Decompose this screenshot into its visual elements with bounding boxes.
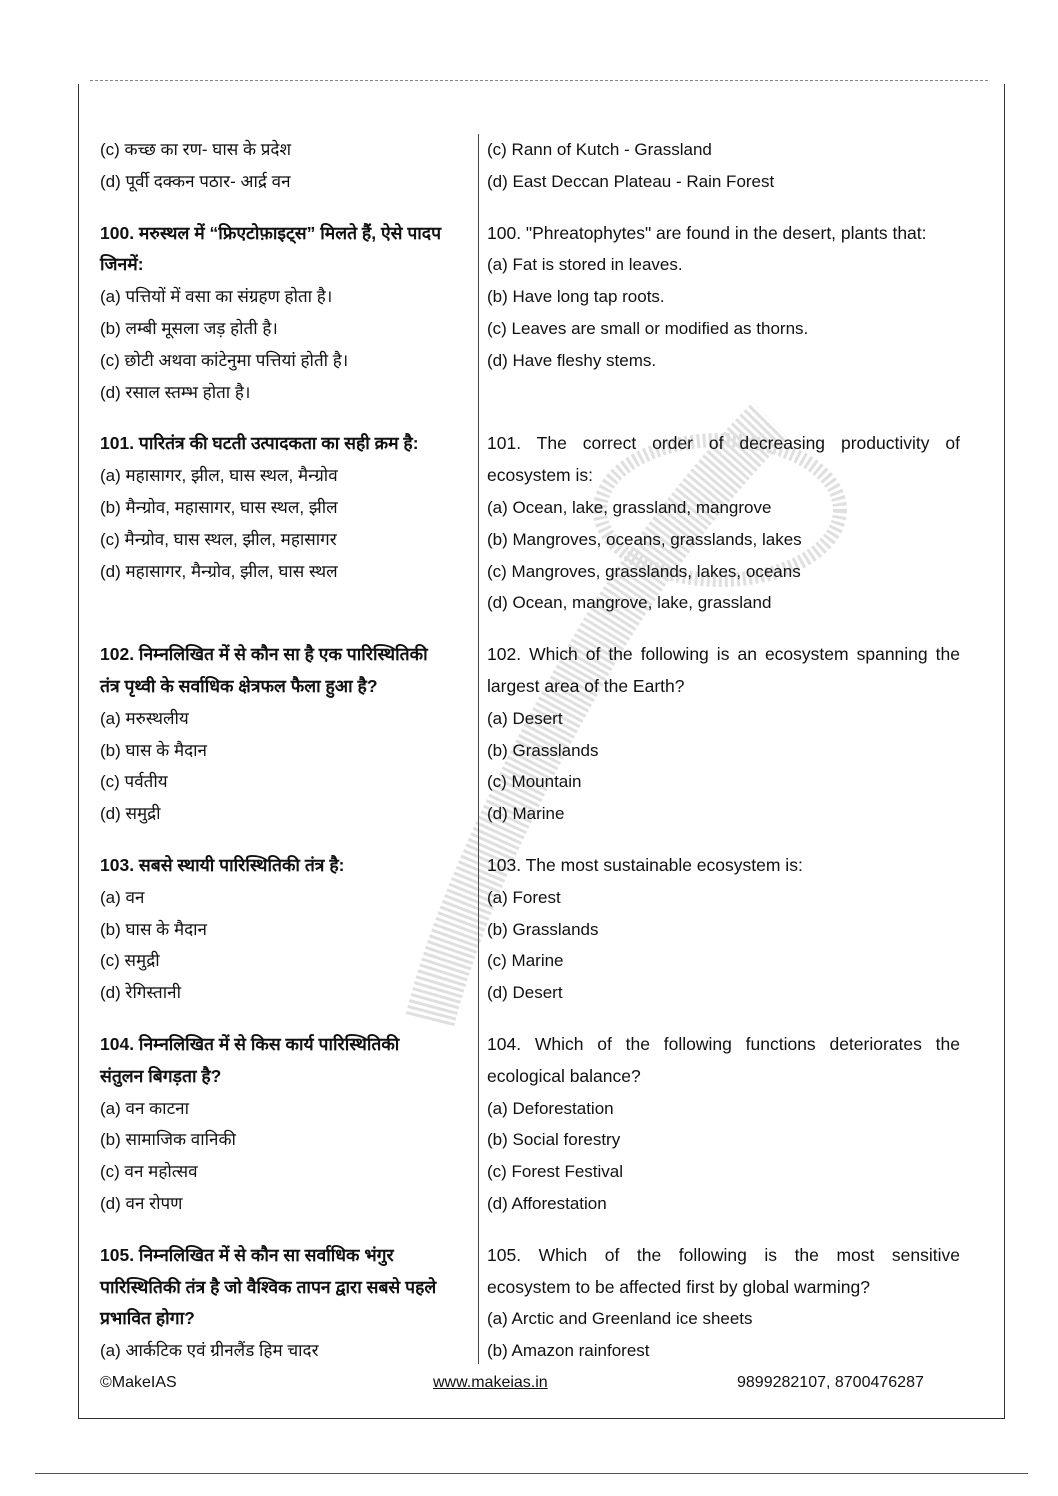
- option-text: (c) Leaves are small or modified as thorns.: [487, 318, 809, 338]
- option-text: (c) Marine: [487, 951, 564, 971]
- option-text: (c) समुद्री: [100, 951, 160, 971]
- option-text: (d) Have fleshy stems.: [487, 350, 657, 370]
- top-rule: [90, 80, 988, 81]
- option-text: (c) Mangroves, grasslands, lakes, oceans: [487, 561, 801, 581]
- option-text: (b) Amazon rainforest: [487, 1341, 650, 1361]
- question-right-column: [487, 428, 980, 619]
- question-text: पारिस्थितिकी तंत्र है जो वैश्विक तापन द्वारा सबसे पहले: [100, 1276, 437, 1297]
- question-text: 102. Which of the following is an ecosystem spanning the: [487, 644, 960, 665]
- option-text: (a) महासागर, झील, घास स्थल, मैन्ग्रोव: [100, 466, 338, 486]
- question-text: 101. The correct order of decreasing productivity of: [487, 433, 960, 454]
- question-left-column: [100, 639, 487, 830]
- footer-phones: 9899282107, 8700476287: [737, 1374, 924, 1391]
- option-text: (a) Desert: [487, 708, 563, 728]
- question-text: 102. निम्नलिखित में से कौन सा है एक पारिस्थितिकी: [100, 644, 428, 665]
- option-text: (b) Have long tap roots.: [487, 287, 665, 307]
- option-text: (c) Forest Festival: [487, 1162, 624, 1182]
- question-left-column: [100, 428, 487, 619]
- question-text: ecological balance?: [487, 1065, 641, 1086]
- option-text: (b) सामाजिक वानिकी: [100, 1130, 236, 1150]
- option-text: (b) लम्बी मूसला जड़ होती है।: [100, 318, 278, 338]
- option-text: (d) समुद्री: [100, 804, 161, 824]
- question-right-column: [487, 134, 980, 198]
- question-text: largest area of the Earth?: [487, 675, 685, 696]
- option-text: (a) वन: [100, 887, 145, 907]
- option-text: (c) वन महोत्सव: [100, 1162, 198, 1182]
- option-text: (a) Arctic and Greenland ice sheets: [487, 1309, 753, 1329]
- option-text: (d) महासागर, मैन्ग्रोव, झील, घास स्थल: [100, 561, 338, 581]
- option-text: (c) मैन्ग्रोव, घास स्थल, झील, महासागर: [100, 529, 337, 549]
- question-text: 103. The most sustainable ecosystem is:: [487, 854, 803, 875]
- option-text: (d) Ocean, mangrove, lake, grassland: [487, 593, 772, 613]
- question-left-column: [100, 218, 487, 409]
- option-text: (d) Marine: [487, 804, 565, 824]
- option-text: (b) मैन्ग्रोव, महासागर, घास स्थल, झील: [100, 497, 338, 517]
- option-text: (d) Afforestation: [487, 1193, 607, 1213]
- question-left-column: [100, 1029, 487, 1220]
- question-text: 104. Which of the following functions deteriorates the: [487, 1033, 960, 1054]
- question-right-column: [487, 218, 980, 409]
- option-text: (d) रसाल स्तम्भ होता है।: [100, 382, 251, 402]
- option-text: (b) घास के मैदान: [100, 919, 207, 939]
- question-text: ecosystem to be affected first by global warming?: [487, 1276, 870, 1297]
- question-text: 105. Which of the following is the most sensitive: [487, 1244, 960, 1265]
- option-text: (b) घास के मैदान: [100, 740, 207, 760]
- question-text: प्रभावित होगा?: [100, 1308, 195, 1329]
- option-text: (c) कच्छ का रण- घास के प्रदेश: [100, 140, 292, 159]
- question-grid: [100, 134, 980, 1367]
- option-text: (d) रेगिस्तानी: [100, 983, 181, 1003]
- option-text: (a) आर्कटिक एवं ग्रीनलैंड हिम चादर: [100, 1341, 319, 1361]
- question-right-column: [487, 850, 980, 1009]
- question-text: 105. निम्नलिखित में से कौन सा सर्वाधिक भंगुर: [100, 1244, 394, 1265]
- question-right-column: [487, 1240, 980, 1367]
- option-text: (b) Social forestry: [487, 1130, 621, 1150]
- option-text: (a) वन काटना: [100, 1098, 189, 1118]
- question-text: जिनमें:: [100, 254, 144, 275]
- question-text: 104. निम्नलिखित में से किस कार्य पारिस्थितिकी: [100, 1033, 400, 1054]
- option-text: (c) Rann of Kutch - Grassland: [487, 140, 712, 159]
- option-text: (c) Mountain: [487, 772, 582, 792]
- question-left-column: [100, 850, 487, 1009]
- question-text: ecosystem is:: [487, 465, 593, 486]
- question-text: 103. सबसे स्थायी पारिस्थितिकी तंत्र है:: [100, 854, 345, 875]
- question-right-column: [487, 639, 980, 830]
- option-text: (a) Fat is stored in leaves.: [487, 255, 683, 275]
- question-text: तंत्र पृथ्वी के सर्वाधिक क्षेत्रफल फैला हुआ है?: [100, 675, 378, 696]
- option-text: (a) Deforestation: [487, 1098, 614, 1118]
- option-text: (d) East Deccan Plateau - Rain Forest: [487, 171, 775, 191]
- footer-brand: ©MakeIAS: [100, 1374, 177, 1391]
- question-right-column: [487, 1029, 980, 1220]
- footer-website-link[interactable]: www.makeias.in: [433, 1374, 548, 1391]
- question-left-column: [100, 134, 487, 198]
- option-text: (a) Ocean, lake, grassland, mangrove: [487, 497, 772, 517]
- question-text: 100. मरुस्थल में “फ्रिएटोफ़ाइट्स” मिलते हैं, ऐसे पादप: [100, 222, 442, 243]
- option-text: (a) पत्तियों में वसा का संग्रहण होता है।: [100, 287, 333, 307]
- question-text: 101. पारितंत्र की घटती उत्पादकता का सही क्रम है:: [100, 433, 419, 454]
- option-text: (d) Desert: [487, 983, 563, 1003]
- option-text: (a) मरुस्थलीय: [100, 708, 189, 728]
- question-text: 100. "Phreatophytes" are found in the desert, plants that:: [487, 222, 927, 243]
- question-text: संतुलन बिगड़ता है?: [100, 1065, 222, 1086]
- option-text: (d) पूर्वी दक्कन पठार- आर्द्र वन: [100, 171, 291, 191]
- option-text: (b) Mangroves, oceans, grasslands, lakes: [487, 529, 802, 549]
- bottom-rule: [35, 1473, 1028, 1474]
- option-text: (c) पर्वतीय: [100, 772, 168, 792]
- option-text: (a) Forest: [487, 887, 561, 907]
- option-text: (d) वन रोपण: [100, 1193, 183, 1213]
- option-text: (b) Grasslands: [487, 740, 599, 760]
- option-text: (c) छोटी अथवा कांटेनुमा पत्तियां होती है।: [100, 350, 349, 370]
- question-left-column: [100, 1240, 487, 1367]
- option-text: (b) Grasslands: [487, 919, 599, 939]
